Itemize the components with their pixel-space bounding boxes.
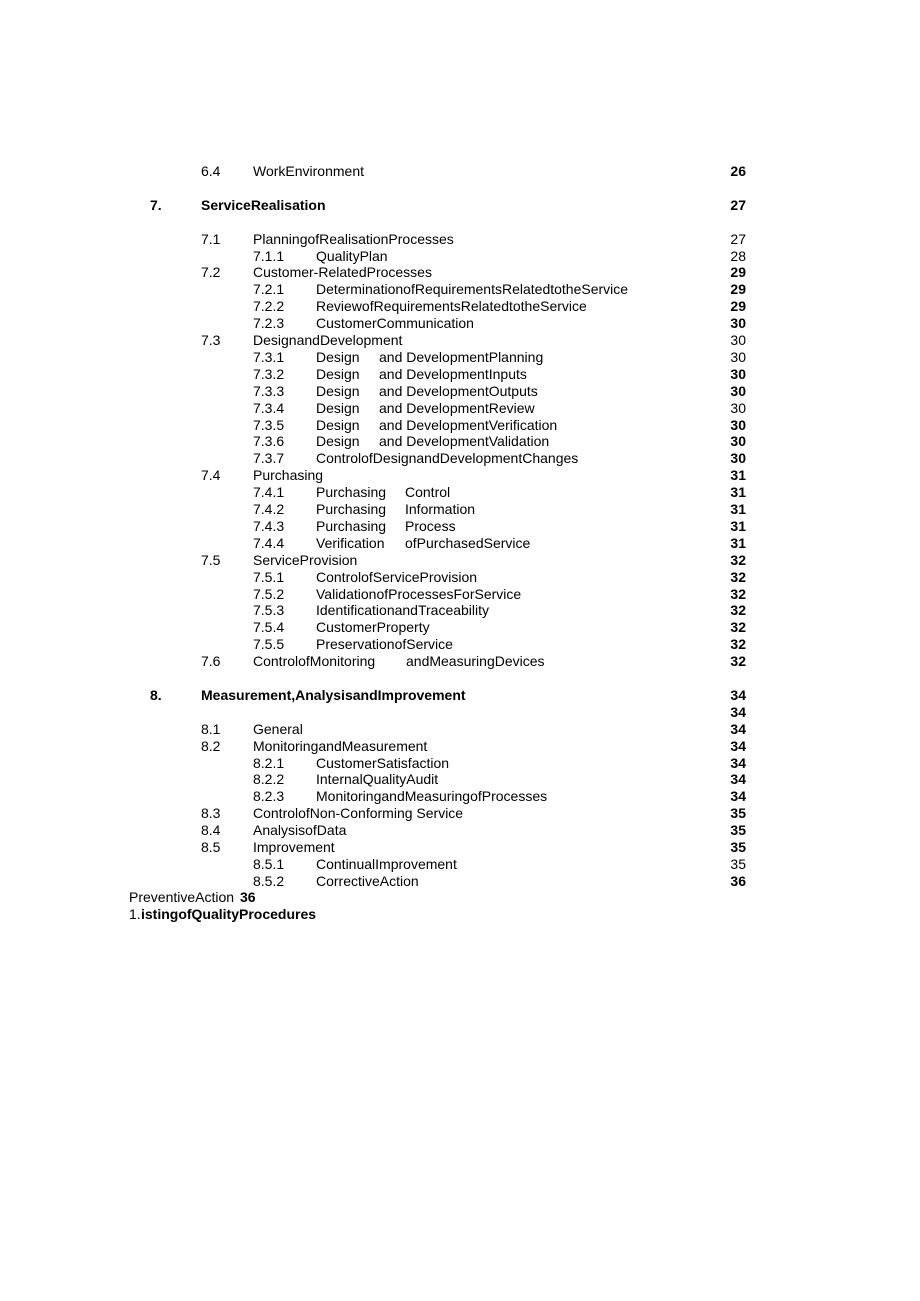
toc-row-page: 30 bbox=[730, 365, 746, 382]
toc-row bbox=[0, 315, 920, 332]
toc-row-number: 7.2.3 bbox=[253, 315, 285, 332]
toc-row-title: AnalysisofData bbox=[253, 822, 347, 839]
toc-row bbox=[0, 619, 920, 636]
toc-row-title-part2: and DevelopmentVerification bbox=[379, 416, 558, 433]
toc-row-page: 26 bbox=[730, 163, 746, 179]
toc-row-title: ServiceProvision bbox=[253, 551, 358, 568]
toc-row-page: 27 bbox=[730, 230, 746, 247]
toc-row-number: 1. bbox=[129, 906, 141, 922]
toc-row-number: 7.5.2 bbox=[253, 585, 285, 602]
toc-row-page: 35 bbox=[730, 839, 746, 855]
toc-row bbox=[0, 788, 920, 805]
toc-row-number: 7.3.3 bbox=[253, 382, 285, 399]
toc-row-title-part1: Design bbox=[316, 416, 360, 433]
toc-row-number: 8. bbox=[150, 686, 162, 703]
toc-row bbox=[0, 839, 920, 856]
toc-row-title: Customer-RelatedProcesses bbox=[253, 264, 432, 281]
toc-row bbox=[0, 332, 920, 349]
toc-row-title-part2: andMeasuringDevices bbox=[406, 653, 545, 670]
toc-row-number: 8.2.1 bbox=[253, 754, 285, 771]
toc-row bbox=[0, 349, 920, 366]
toc-row-title: ControlofNon-Conforming Service bbox=[253, 805, 464, 822]
toc-row-title-part2: and DevelopmentOutputs bbox=[379, 382, 538, 399]
toc-row-title: PreventiveAction bbox=[129, 889, 235, 905]
toc-row-page: 32 bbox=[730, 619, 746, 636]
toc-row-title-part2: Control bbox=[405, 484, 451, 501]
toc-row-number: 7.3.4 bbox=[253, 399, 285, 416]
toc-row-title: DesignandDevelopment bbox=[253, 332, 403, 348]
toc-row-title: IdentificationandTraceability bbox=[316, 602, 490, 619]
toc-row-number: 7.1 bbox=[201, 230, 221, 247]
toc-row-page: 30 bbox=[730, 348, 746, 365]
toc-row bbox=[0, 231, 920, 248]
toc-row-page: 30 bbox=[730, 433, 746, 450]
toc-row bbox=[0, 366, 920, 383]
toc-row-title: General bbox=[253, 720, 303, 737]
toc-row-page: 35 bbox=[730, 822, 746, 839]
toc-row-page: 34 bbox=[730, 737, 746, 754]
toc-row bbox=[0, 602, 920, 619]
toc-row-number: 7. bbox=[150, 196, 162, 213]
toc-row-number: 7.2 bbox=[201, 264, 221, 281]
toc-row-number: 7.3.2 bbox=[253, 365, 285, 382]
toc-row-title-part2: Information bbox=[405, 501, 476, 517]
toc-row-page: 29 bbox=[730, 298, 746, 315]
toc-row-title-part1: Purchasing bbox=[316, 484, 387, 501]
toc-row-page: 32 bbox=[730, 653, 746, 670]
toc-row-title-part2: ofPurchasedService bbox=[405, 534, 531, 551]
toc-row-page: 30 bbox=[730, 315, 746, 332]
toc-row-title-part2: and DevelopmentReview bbox=[379, 399, 535, 416]
toc-row bbox=[0, 552, 920, 569]
toc-row-title: ServiceRealisation bbox=[201, 196, 326, 213]
toc-row-number: 7.4.1 bbox=[253, 484, 285, 501]
toc-row bbox=[0, 805, 920, 822]
toc-row-number: 8.5.1 bbox=[253, 855, 285, 872]
toc-row-number: 7.3.1 bbox=[253, 348, 285, 365]
toc-row-page: 30 bbox=[730, 382, 746, 399]
toc-row-number: 7.3.5 bbox=[253, 416, 285, 433]
toc-row-title: MonitoringandMeasurement bbox=[253, 737, 428, 754]
toc-row-title: PreservationofService bbox=[316, 636, 453, 653]
toc-row-number: 7.1.1 bbox=[253, 247, 285, 264]
toc-row-title: ControlofServiceProvision bbox=[316, 568, 478, 585]
toc-row bbox=[0, 383, 920, 400]
toc-row-number: 7.3.6 bbox=[253, 433, 285, 450]
toc-row-title-part2: and DevelopmentInputs bbox=[379, 365, 527, 382]
toc-row-number: 7.2.2 bbox=[253, 298, 285, 315]
toc-row-page: 32 bbox=[730, 636, 746, 653]
toc-row bbox=[0, 417, 920, 434]
toc-row-page: 28 bbox=[730, 247, 746, 264]
toc-row bbox=[0, 653, 920, 670]
toc-row bbox=[0, 873, 920, 890]
toc-row-title: CustomerCommunication bbox=[316, 315, 474, 332]
toc-row-page: 32 bbox=[730, 585, 746, 602]
toc-row-title: InternalQualityAudit bbox=[316, 771, 439, 788]
toc-row bbox=[0, 687, 920, 704]
toc-row-number: 7.3 bbox=[201, 332, 221, 348]
toc-row-page: 32 bbox=[730, 602, 746, 619]
toc-row bbox=[0, 281, 920, 298]
toc-row-page: 29 bbox=[730, 281, 746, 298]
toc-row bbox=[0, 704, 920, 721]
toc-row-title: Improvement bbox=[253, 839, 335, 855]
toc-row-title-part1: Purchasing bbox=[316, 517, 387, 534]
toc-row-number: 8.2.3 bbox=[253, 788, 285, 805]
toc-row-title-part2: and DevelopmentPlanning bbox=[379, 348, 544, 365]
toc-row-number: 8.2.2 bbox=[253, 771, 285, 788]
toc-row-number: 7.5.1 bbox=[253, 568, 285, 585]
toc-row bbox=[0, 856, 920, 873]
toc-row-title-part2: and DevelopmentValidation bbox=[379, 433, 550, 450]
toc-row-title: QualityPlan bbox=[316, 247, 388, 264]
toc-row-page: 36 bbox=[730, 872, 746, 889]
toc-row-title: CorrectiveAction bbox=[316, 872, 419, 889]
toc-row-page: 31 bbox=[730, 517, 746, 534]
toc-row-preventive-action bbox=[0, 889, 920, 906]
toc-row bbox=[0, 264, 920, 281]
toc-row-page: 34 bbox=[730, 788, 746, 805]
toc-row-page: 34 bbox=[730, 720, 746, 737]
toc-row-page: 34 bbox=[730, 754, 746, 771]
toc-row bbox=[0, 586, 920, 603]
toc-row-number: 7.4.3 bbox=[253, 517, 285, 534]
toc-row bbox=[0, 248, 920, 265]
toc-row-page: 30 bbox=[730, 399, 746, 416]
toc-row bbox=[0, 755, 920, 772]
toc-row bbox=[0, 822, 920, 839]
toc-row-title: ValidationofProcessesForService bbox=[316, 585, 522, 602]
toc-row bbox=[0, 400, 920, 417]
toc-row-listing bbox=[0, 906, 920, 923]
toc-row bbox=[0, 484, 920, 501]
toc-row-page: 27 bbox=[730, 196, 746, 213]
toc-row bbox=[0, 467, 920, 484]
toc-row-number: 7.6 bbox=[201, 653, 221, 670]
toc-row-title: ContinualImprovement bbox=[316, 855, 457, 872]
toc-row-number: 7.5.3 bbox=[253, 602, 285, 619]
toc-row-title: Measurement,AnalysisandImprovement bbox=[201, 686, 466, 703]
toc-row-number: 7.4 bbox=[201, 467, 221, 484]
toc-row-number: 8.5.2 bbox=[253, 872, 285, 889]
toc-row-number: 8.3 bbox=[201, 805, 221, 822]
toc-row-page: 32 bbox=[730, 568, 746, 585]
toc-row-title: WorkEnvironment bbox=[253, 163, 365, 179]
toc-row-number: 8.1 bbox=[201, 720, 221, 737]
toc-row-page: 34 bbox=[730, 686, 746, 703]
toc-row bbox=[0, 518, 920, 535]
toc-row bbox=[0, 433, 920, 450]
toc-row bbox=[0, 197, 920, 214]
toc-row-title-part1: ControlofMonitoring bbox=[253, 653, 376, 670]
toc-row-title-part1: Design bbox=[316, 365, 360, 382]
toc-row-page: 31 bbox=[730, 534, 746, 551]
toc-row-page: 29 bbox=[730, 264, 746, 281]
toc-row-number: 6.4 bbox=[201, 163, 221, 179]
toc-row-number: 7.3.7 bbox=[253, 450, 285, 467]
toc-row-page: 34 bbox=[730, 703, 746, 720]
toc-row-title: CustomerSatisfaction bbox=[316, 754, 450, 771]
toc-row-number: 7.5 bbox=[201, 551, 221, 568]
toc-row-page: 34 bbox=[730, 771, 746, 788]
toc-row-title-part1: Purchasing bbox=[316, 501, 387, 517]
toc-row-page: 35 bbox=[730, 855, 746, 872]
toc-row-page: 35 bbox=[730, 805, 746, 822]
toc-row-page: 36 bbox=[240, 889, 256, 905]
toc-row-title-part1: Design bbox=[316, 382, 360, 399]
toc-row-page: 31 bbox=[730, 467, 746, 484]
toc-row-number: 8.2 bbox=[201, 737, 221, 754]
toc-row-number: 7.4.2 bbox=[253, 501, 285, 517]
toc-row bbox=[0, 569, 920, 586]
toc-row-title-part1: Design bbox=[316, 348, 360, 365]
toc-row-page: 31 bbox=[730, 484, 746, 501]
toc-row-title-part2: Process bbox=[405, 517, 456, 534]
toc-row-title: PlanningofRealisationProcesses bbox=[253, 230, 454, 247]
toc-row bbox=[0, 450, 920, 467]
toc-row-number: 8.5 bbox=[201, 839, 221, 855]
toc-row-title: DeterminationofRequirementsRelatedtotheService bbox=[316, 281, 629, 298]
toc-row-number: 7.5.5 bbox=[253, 636, 285, 653]
toc-row-title: Purchasing bbox=[253, 467, 324, 484]
toc-row-number: 7.2.1 bbox=[253, 281, 285, 298]
toc-row-title: CustomerProperty bbox=[316, 619, 430, 636]
toc-row-number: 7.4.4 bbox=[253, 534, 285, 551]
toc-row-title-part1: Design bbox=[316, 433, 360, 450]
toc-row bbox=[0, 163, 920, 180]
toc-row-title: ReviewofRequirementsRelatedtotheService bbox=[316, 298, 587, 315]
toc-row-page: 30 bbox=[730, 450, 746, 467]
toc-row bbox=[0, 738, 920, 755]
toc-row bbox=[0, 721, 920, 738]
toc-row bbox=[0, 501, 920, 518]
toc-row-title-part1: Design bbox=[316, 399, 360, 416]
toc-row-number: 7.5.4 bbox=[253, 619, 285, 636]
toc-row-title: ControlofDesignandDevelopmentChanges bbox=[316, 450, 579, 467]
toc-row-page: 30 bbox=[730, 416, 746, 433]
toc-row bbox=[0, 298, 920, 315]
toc-row-page: 30 bbox=[730, 332, 746, 348]
toc-row-title: istingofQualityProcedures bbox=[141, 906, 317, 922]
toc-row-page: 31 bbox=[730, 501, 746, 517]
toc-row-page: 32 bbox=[730, 551, 746, 568]
toc-row bbox=[0, 771, 920, 788]
toc-row-title-part1: Verification bbox=[316, 534, 385, 551]
toc-row-title: MonitoringandMeasuringofProcesses bbox=[316, 788, 548, 805]
toc-row bbox=[0, 535, 920, 552]
toc-row-number: 8.4 bbox=[201, 822, 221, 839]
toc-row bbox=[0, 636, 920, 653]
